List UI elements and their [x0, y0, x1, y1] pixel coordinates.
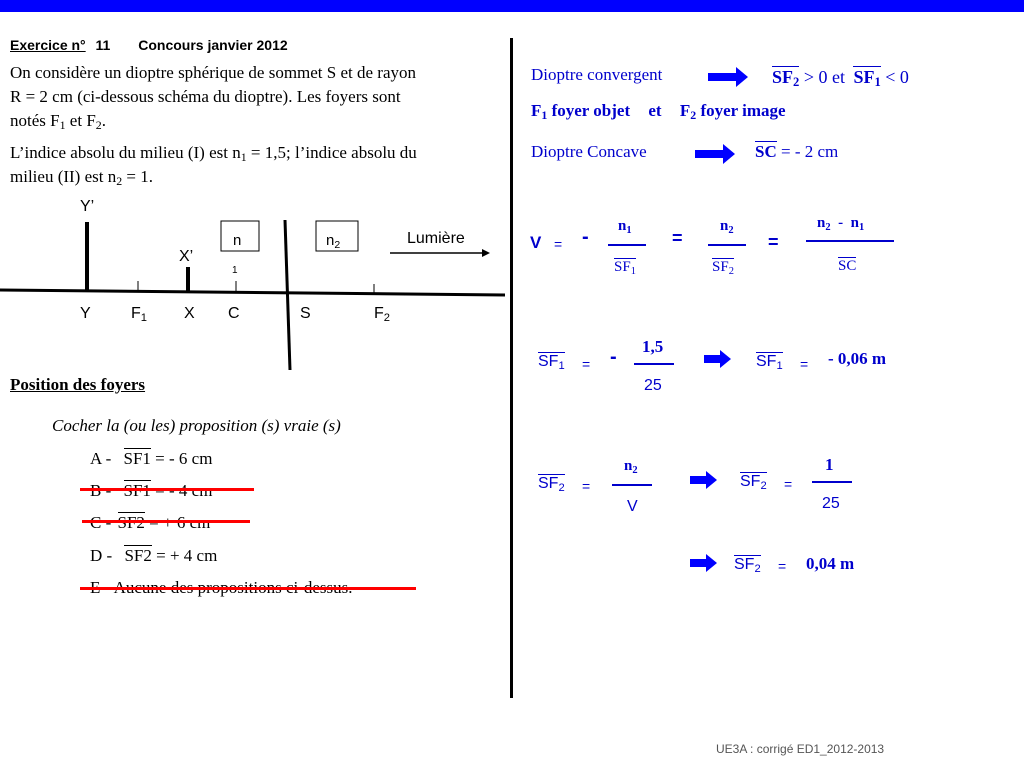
footer: UE3A : corrigé ED1_2012-2013 — [716, 742, 885, 756]
fraction-numerator: 1,5 — [642, 337, 664, 356]
exercise-header — [10, 37, 288, 53]
fraction-bar — [708, 244, 746, 246]
statement-line: L’indice absolu du milieu (I) est $n_1 = 1,5$; l’indice absolu du — [10, 143, 417, 164]
axis-label-c: C — [228, 305, 240, 322]
label-dioptre-convergent: Dioptre convergent — [531, 65, 663, 84]
equals-sign: = — [672, 228, 683, 248]
fraction-numerator-n1: $n_1$ — [618, 218, 632, 236]
fraction-denominator-v: V — [627, 498, 638, 515]
label-x-prime: X’ — [179, 248, 194, 265]
box-n2-label: $n_2$ — [326, 232, 341, 251]
minus-sign: - — [582, 226, 589, 248]
sf2-label: $SF_2$ — [538, 475, 565, 494]
option-d[interactable] — [90, 546, 217, 566]
fraction-denominator-sf1: $SF_1$ — [614, 259, 636, 277]
option-letter: D - — [90, 546, 113, 565]
fraction-numerator-n2: $n_2$ — [720, 218, 734, 236]
box-n1-label: n — [233, 232, 242, 249]
contest-title: Concours janvier 2012 — [138, 37, 288, 53]
exercise-label: Exercice n° — [10, 37, 86, 53]
minus-sign: - — [610, 346, 617, 368]
exercise-number: 11 — [95, 37, 111, 53]
implies-arrow-icon — [708, 66, 750, 88]
statement-line: On considère un dioptre sphérique de sommet S et de rayon — [10, 63, 417, 82]
fraction-denominator: 25 — [822, 495, 840, 512]
statement-line: R = 2 cm (ci-dessous schéma du dioptre). Les foyers sont — [10, 87, 401, 106]
fraction-denominator-sf2: $SF_2$ — [712, 259, 734, 277]
strike-option-e — [80, 587, 416, 590]
option-letter: A - — [90, 449, 112, 468]
box-n1-subscript: 1 — [232, 265, 238, 276]
fraction-bar — [806, 240, 894, 242]
equals-sign: = — [582, 478, 591, 494]
label-dioptre-concave: Dioptre Concave — [531, 142, 647, 161]
fraction-bar — [634, 363, 674, 365]
dioptre-surface — [285, 220, 290, 370]
axis-label-x: X — [184, 305, 195, 322]
fraction-bar — [612, 484, 652, 486]
sc-value: SC = - 2 cm — [755, 142, 839, 161]
sf1-label: $SF_1$ — [538, 353, 565, 372]
implies-arrow-icon — [704, 349, 732, 369]
strike-option-c — [82, 520, 250, 523]
sf2-step-label: $SF_2$ — [740, 473, 767, 492]
axis-label-y: Y — [80, 305, 91, 322]
dioptre-diagram — [0, 195, 510, 375]
statement-line: notés $F_1$ et $F_2$. — [10, 111, 106, 132]
light-arrow-head — [482, 249, 490, 257]
option-b[interactable] — [90, 481, 212, 501]
top-accent-bar — [0, 0, 1024, 12]
question-instruction: Cocher la (ou les) proposition (s) vraie (s) — [52, 416, 341, 435]
foyers-definition: $F_1$ foyer objet et $F_2$ foyer image — [531, 101, 786, 122]
fraction-numerator-n2: $n_2$ — [624, 458, 638, 476]
option-segment: SF1 — [123, 449, 151, 468]
convergent-condition: $SF_2 > 0$ et $SF_1 < 0$ — [772, 67, 909, 89]
sf2-result-value: 0,04 m — [806, 554, 855, 573]
fraction-bar — [812, 481, 852, 483]
equals-sign: = — [554, 236, 563, 252]
column-divider — [510, 38, 513, 698]
option-a[interactable] — [90, 449, 212, 469]
equals-sign: = — [784, 476, 793, 492]
option-segment: SF2 — [124, 546, 152, 565]
statement-paragraph-1 — [10, 61, 416, 133]
fraction-bar — [608, 244, 646, 246]
fraction-denominator: 25 — [644, 377, 662, 394]
implies-arrow-icon — [690, 470, 718, 490]
sf1-result-value: - 0,06 m — [828, 349, 887, 368]
fraction-numerator-n2-minus-n1: $n_2 - n_1$ — [817, 215, 865, 233]
equals-sign: = — [778, 558, 787, 574]
strike-option-b — [80, 488, 254, 491]
option-c[interactable] — [90, 513, 210, 533]
axis-label-f2: $F_2$ — [374, 305, 391, 324]
sf2-result-label: $SF_2$ — [734, 556, 761, 575]
equals-sign: = — [582, 356, 591, 372]
label-y-prime: Y’ — [80, 198, 95, 215]
vergence-label: V — [530, 233, 542, 252]
equals-sign: = — [800, 356, 809, 372]
sf1-result-label: $SF_1$ — [756, 353, 783, 372]
fraction-denominator-sc: SC — [838, 258, 857, 274]
option-value: = + 4 cm — [151, 546, 218, 565]
question-title: Position des foyers — [10, 375, 146, 394]
light-label: Lumière — [407, 230, 465, 247]
axis-label-f1: $F_1$ — [131, 305, 148, 324]
implies-arrow-icon — [695, 143, 737, 165]
equals-sign: = — [768, 232, 779, 252]
optical-axis — [0, 290, 505, 295]
option-value: = - 6 cm — [150, 449, 213, 468]
fraction-numerator: 1 — [825, 455, 834, 474]
statement-line: milieu (II) est $n_2 = 1$. — [10, 167, 154, 188]
axis-label-s: S — [300, 305, 311, 322]
implies-arrow-icon — [690, 553, 718, 573]
statement-paragraph-2 — [10, 141, 417, 189]
